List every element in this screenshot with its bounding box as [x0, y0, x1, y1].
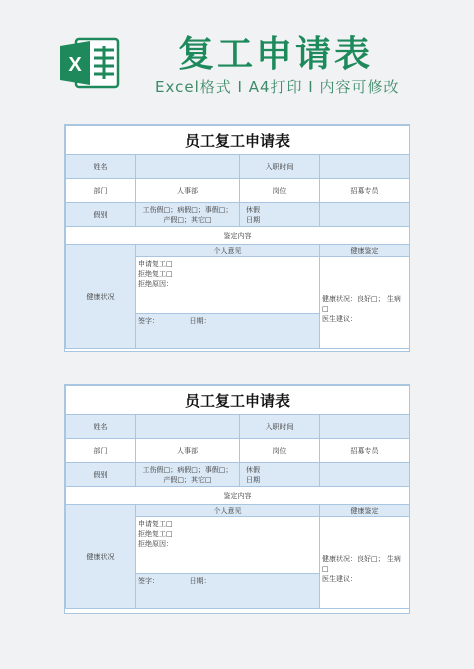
- department-label: 部门: [66, 439, 136, 463]
- leave-type-label: 假别: [66, 463, 136, 487]
- personal-opinion-label: 个人意见: [136, 505, 320, 517]
- refuse-return-option: 拒绝复工□: [138, 530, 173, 538]
- health-condition-option: 健康状况：良好□； 生病□: [322, 295, 401, 313]
- position-label: 岗位: [240, 179, 320, 203]
- signature-field[interactable]: [136, 314, 320, 349]
- form-title: 员工复工申请表: [66, 126, 410, 155]
- refuse-return-option: 拒绝复工□: [138, 270, 173, 278]
- hire-date-field[interactable]: [320, 155, 410, 179]
- excel-logo-icon: [58, 37, 120, 89]
- assessment-label: 鉴定内容: [66, 487, 410, 505]
- leave-type-options[interactable]: [136, 203, 240, 227]
- leave-date-label-line-1: 休假: [246, 465, 260, 474]
- hire-date-field[interactable]: [320, 415, 410, 439]
- page-header: [0, 0, 474, 110]
- leave-date-label: [240, 463, 320, 487]
- leave-options-line-1: 工伤假□；病假□；事假□；: [142, 205, 233, 214]
- signature-field[interactable]: [136, 574, 320, 609]
- date-label: 日期：: [189, 577, 211, 585]
- name-field[interactable]: [136, 155, 240, 179]
- hire-date-label: 入职时间: [240, 415, 320, 439]
- personal-opinion-label: 个人意见: [136, 245, 320, 257]
- hire-date-label: 入职时间: [240, 155, 320, 179]
- leave-date-label-line-2: 日期: [246, 475, 260, 484]
- position-value[interactable]: 招募专员: [320, 179, 410, 203]
- leave-options-line-2: 产假□；其它□: [163, 475, 212, 484]
- health-appraisal-field[interactable]: [320, 257, 410, 349]
- department-value[interactable]: 人事部: [136, 179, 240, 203]
- form-table: [65, 385, 410, 609]
- department-value[interactable]: 人事部: [136, 439, 240, 463]
- leave-date-field[interactable]: [320, 463, 410, 487]
- signature-label: 签字：: [138, 317, 159, 325]
- form-title: 员工复工申请表: [66, 386, 410, 415]
- name-field[interactable]: [136, 415, 240, 439]
- health-appraisal-field[interactable]: [320, 517, 410, 609]
- signature-label: 签字：: [138, 577, 159, 585]
- health-status-label: 健康状况: [66, 245, 136, 349]
- name-label: 姓名: [66, 415, 136, 439]
- svg-text:X: X: [68, 54, 82, 76]
- refuse-reason-label: 拒绝原因：: [138, 280, 173, 288]
- apply-return-option: 申请复工□: [138, 520, 173, 528]
- leave-options-line-2: 产假□；其它□: [163, 215, 212, 224]
- apply-return-option: 申请复工□: [138, 260, 173, 268]
- doctor-advice-label: 医生建议：: [322, 315, 357, 323]
- leave-date-label-line-2: 日期: [246, 215, 260, 224]
- date-label: 日期：: [189, 317, 211, 325]
- form-table: [65, 125, 410, 349]
- doctor-advice-label: 医生建议：: [322, 575, 357, 583]
- refuse-reason-label: 拒绝原因：: [138, 540, 173, 548]
- assessment-label: 鉴定内容: [66, 227, 410, 245]
- health-condition-option: 健康状况：良好□； 生病□: [322, 555, 401, 573]
- personal-opinion-field[interactable]: [136, 517, 320, 574]
- page-title: 复工申请表: [178, 34, 374, 75]
- department-label: 部门: [66, 179, 136, 203]
- form-sheet-1: [64, 124, 410, 352]
- leave-options-line-1: 工伤假□；病假□；事假□；: [142, 465, 233, 474]
- leave-date-field[interactable]: [320, 203, 410, 227]
- name-label: 姓名: [66, 155, 136, 179]
- personal-opinion-field[interactable]: [136, 257, 320, 314]
- health-appraisal-label: 健康鉴定: [320, 245, 410, 257]
- form-sheet-2: [64, 384, 410, 614]
- leave-type-label: 假别: [66, 203, 136, 227]
- page-subtitle: Excel格式 I A4打印 I 内容可修改: [155, 78, 400, 96]
- leave-type-options[interactable]: [136, 463, 240, 487]
- health-appraisal-label: 健康鉴定: [320, 505, 410, 517]
- health-status-label: 健康状况: [66, 505, 136, 609]
- position-label: 岗位: [240, 439, 320, 463]
- leave-date-label-line-1: 休假: [246, 205, 260, 214]
- position-value[interactable]: 招募专员: [320, 439, 410, 463]
- leave-date-label: [240, 203, 320, 227]
